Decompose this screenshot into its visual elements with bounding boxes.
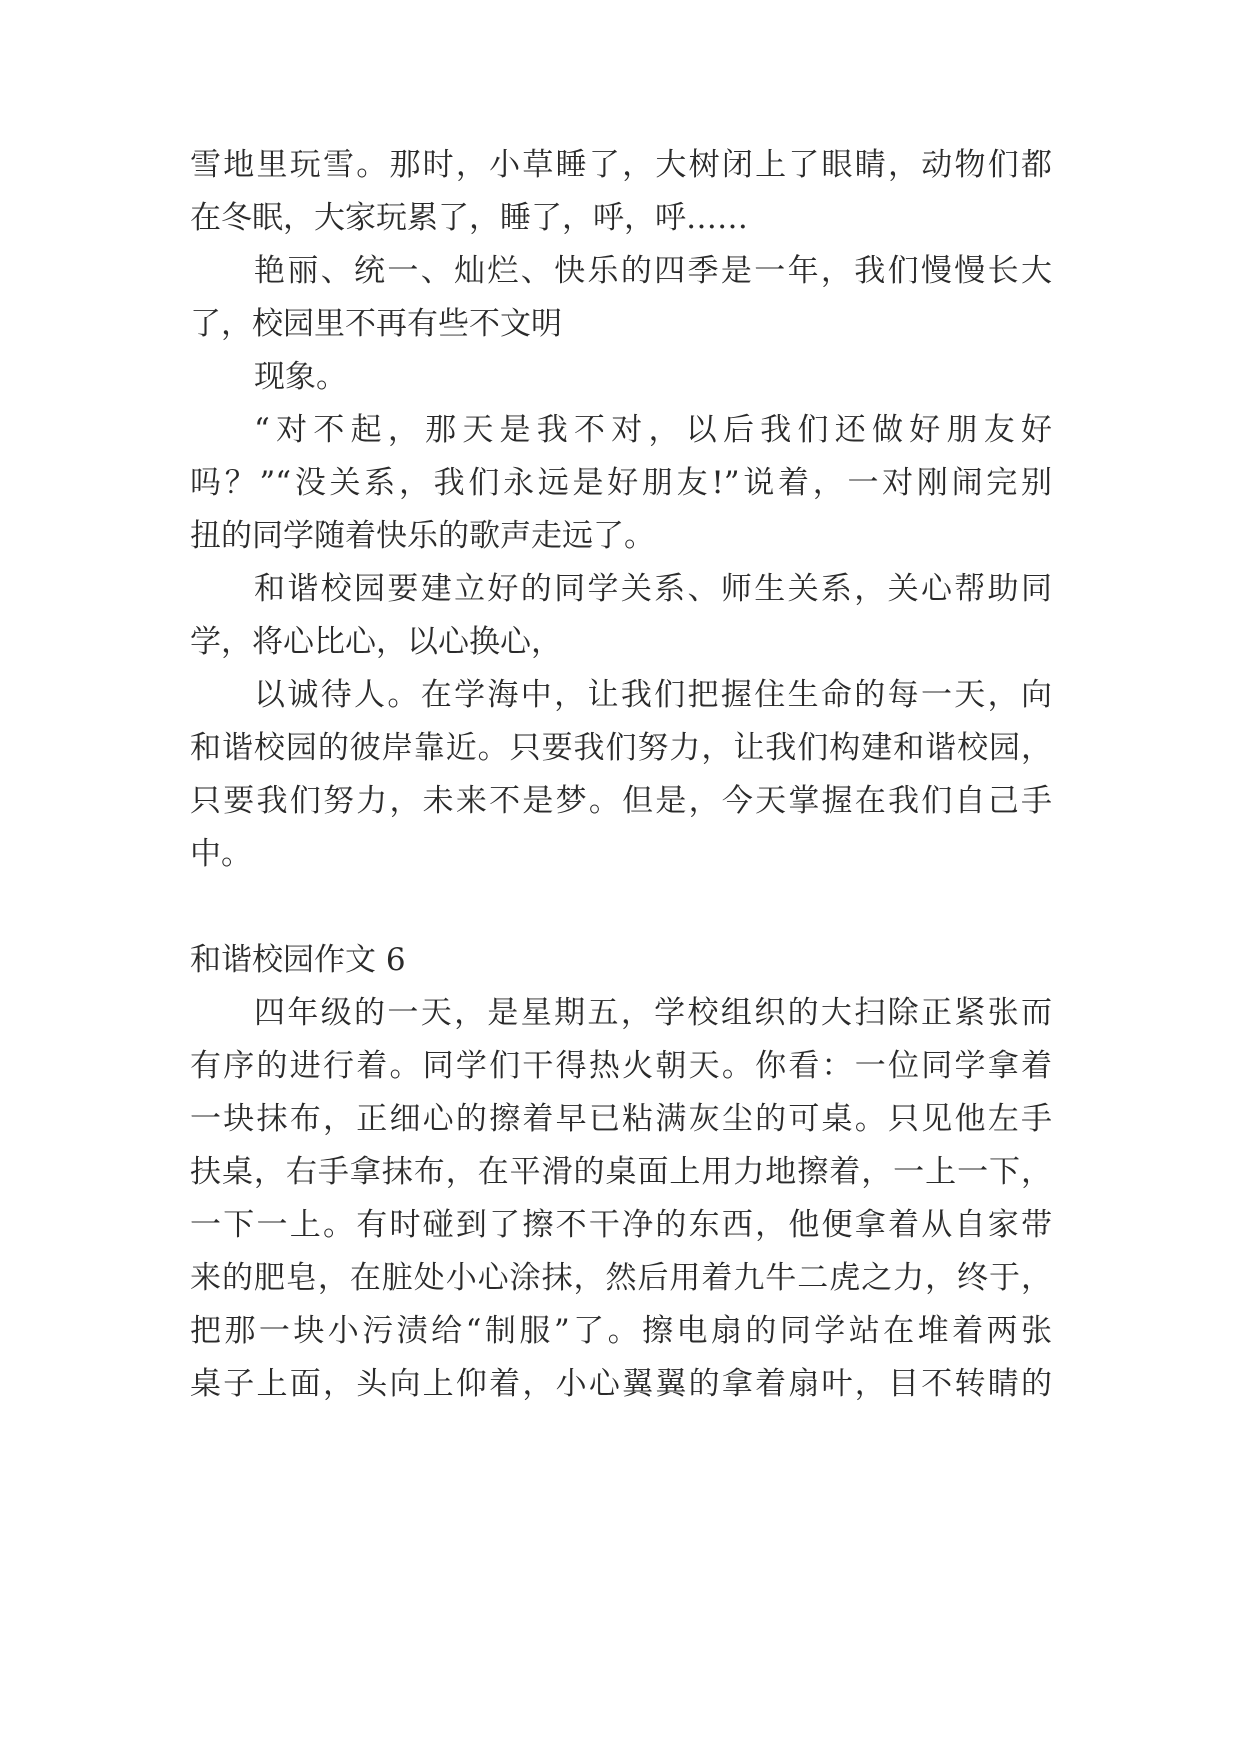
- text-line: 一块抹布，正细心的擦着早已粘满灰尘的可桌。只见他左手: [190, 1101, 1052, 1137]
- text-line: 扶桌，右手拿抹布，在平滑的桌面上用力地擦着，一上一下，: [190, 1154, 1052, 1190]
- text-line: 四年级的一天，是星期五，学校组织的大扫除正紧张而: [254, 995, 1052, 1031]
- text-line: 学，将心比心，以心换心，: [190, 624, 562, 660]
- text-line: 在冬眠，大家玩累了，睡了，呼，呼……: [190, 200, 748, 236]
- text-line: 和谐校园的彼岸靠近。只要我们努力，让我们构建和谐校园，: [190, 730, 1052, 766]
- text-line: 现象。: [254, 359, 347, 395]
- text-line: 和谐校园要建立好的同学关系、师生关系，关心帮助同: [254, 571, 1052, 607]
- text-line: 只要我们努力，未来不是梦。但是，今天掌握在我们自己手: [190, 783, 1052, 819]
- text-line: 有序的进行着。同学们干得热火朝天。你看：一位同学拿着: [190, 1048, 1052, 1084]
- text-line: 艳丽、统一、灿烂、快乐的四季是一年，我们慢慢长大: [254, 253, 1052, 289]
- text-line: 把那一块小污渍给“制服”了。擦电扇的同学站在堆着两张: [190, 1313, 1052, 1349]
- text-line: 中。: [190, 836, 252, 872]
- text-line: 吗？”“没关系，我们永远是好朋友!”说着，一对刚闹完别: [190, 465, 1052, 501]
- text-line: 雪地里玩雪。那时，小草睡了，大树闭上了眼睛，动物们都: [190, 147, 1052, 183]
- text-line: “对不起，那天是我不对，以后我们还做好朋友好: [254, 412, 1052, 448]
- text-line: 了，校园里不再有些不文明: [190, 306, 562, 342]
- section-heading: 和谐校园作文 6: [190, 942, 406, 978]
- text-line: 桌子上面，头向上仰着，小心翼翼的拿着扇叶，目不转睛的: [190, 1366, 1052, 1402]
- text-line: 扭的同学随着快乐的歌声走远了。: [190, 518, 655, 554]
- text-line: 一下一上。有时碰到了擦不干净的东西，他便拿着从自家带: [190, 1207, 1052, 1243]
- text-line: 来的肥皂，在脏处小心涂抹，然后用着九牛二虎之力，终于，: [190, 1260, 1052, 1296]
- text-line: 以诚待人。在学海中，让我们把握住生命的每一天，向: [254, 677, 1052, 713]
